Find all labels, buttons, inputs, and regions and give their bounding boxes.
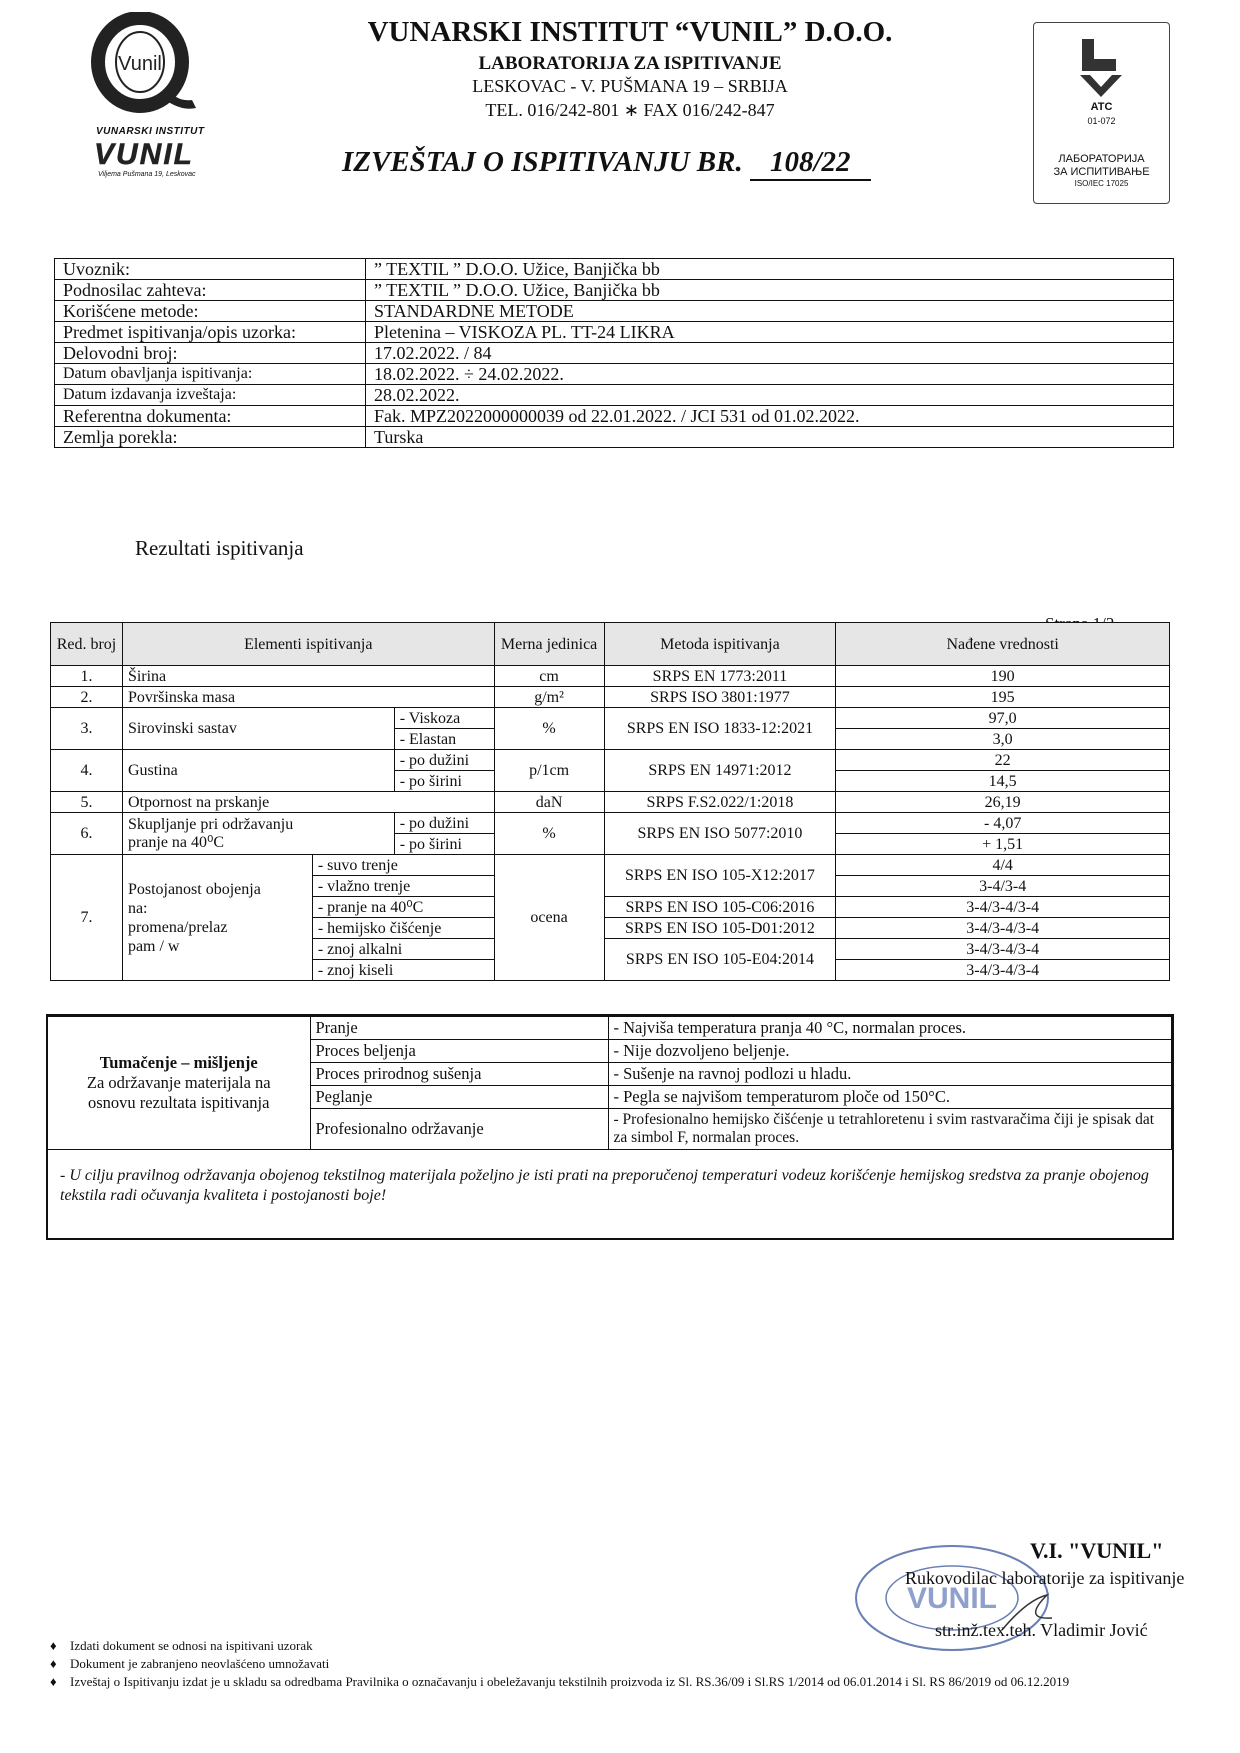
row-method: SRPS EN ISO 105-C06:2016: [604, 897, 836, 918]
info-label: Referentna dokumenta:: [55, 406, 366, 427]
row-element: Otpornost na prskanje: [122, 792, 494, 813]
row-sub: - Elastan: [394, 729, 494, 750]
row-element-line3: promena/prelaz: [127, 918, 228, 936]
row-element-line4: pam / w: [127, 937, 180, 955]
col-no: Red. broj: [51, 623, 123, 666]
row-method: SRPS EN ISO 5077:2010: [604, 813, 836, 855]
interp-value: - Pegla se najvišom temperaturom ploče od 150°C.: [608, 1086, 1172, 1109]
info-row: [55, 280, 1174, 301]
interp-key: Pranje: [310, 1017, 608, 1040]
info-value: ” TEXTIL ” D.O.O. Užice, Banjička bb: [366, 280, 1174, 301]
row-no: 2.: [51, 687, 123, 708]
logo-wordmark: VUNIL: [94, 138, 194, 171]
col-method: Metoda ispitivanja: [604, 623, 836, 666]
row-element-line2: pranje na 40⁰C: [127, 833, 225, 851]
row-value: 190: [836, 666, 1170, 687]
info-label: Predmet ispitivanja/opis uzorka:: [55, 322, 366, 343]
atc-text-line1: ЛАБОРАТОРИЈА: [1058, 153, 1145, 165]
interp-key: Proces prirodnog sušenja: [310, 1063, 608, 1086]
row-method: SRPS EN 1773:2011: [604, 666, 836, 687]
row-value: 195: [836, 687, 1170, 708]
row-unit: %: [494, 708, 604, 750]
info-value: Turska: [366, 427, 1174, 448]
interp-key: Peglanje: [310, 1086, 608, 1109]
row-value: 3-4/3-4: [836, 876, 1170, 897]
col-value: Nađene vrednosti: [836, 623, 1170, 666]
row-value: 3-4/3-4/3-4: [836, 939, 1170, 960]
table-row: [51, 813, 1170, 834]
interpretation-table: [48, 1016, 1172, 1150]
report-title-text: IZVEŠTAJ O ISPITIVANJU BR.: [342, 146, 743, 178]
signature-role: Rukovodilac laboratorije za ispitivanje: [905, 1568, 1185, 1588]
info-label: Datum izdavanja izveštaja:: [55, 385, 366, 406]
row-sub: - suvo trenje: [312, 855, 494, 876]
logo-subtitle: VUNARSKI INSTITUT: [96, 126, 205, 137]
org-phone: TEL. 016/242-801 ∗ FAX 016/242-847: [485, 100, 775, 120]
row-value: 3,0: [836, 729, 1170, 750]
interp-value: - Profesionalno hemijsko čišćenje u tetrahloretenu i svim rastvaračima čiji je spisak dat za simbol F, normalan proces.: [608, 1109, 1172, 1150]
row-value: + 1,51: [836, 834, 1170, 855]
row-element: Sirovinski sastav: [122, 708, 394, 750]
interp-key: Profesionalno održavanje: [310, 1109, 608, 1150]
row-unit: g/m²: [494, 687, 604, 708]
col-element: Elementi ispitivanja: [122, 623, 494, 666]
info-row: [55, 427, 1174, 448]
footer-text: Izveštaj o Ispitivanju izdat je u skladu sa odredbama Pravilnika o označavanju i obeležavanju tekstilnih proizvoda iz Sl. RS.36/09 i Sl.RS 1/2014 od 06.01.2014 i Sl. RS 86/2019 od 06.12.2019: [70, 1674, 1070, 1689]
row-unit: cm: [494, 666, 604, 687]
footer-note: [50, 1674, 1190, 1690]
info-row: [55, 343, 1174, 364]
row-sub: - znoj alkalni: [312, 939, 494, 960]
care-note: - U cilju pravilnog održavanja obojenog tekstilnog materijala poželjno je isti prati na preporučenoj temperaturi vodeuz korišćenje hemijskog sredstva za pranje obojenog tekstila radi očuvanja kvaliteta i postojanosti boje!: [60, 1167, 1149, 1204]
row-element: [122, 855, 312, 981]
row-element-line1: Postojanost obojenja: [127, 880, 261, 898]
row-unit: ocena: [494, 855, 604, 981]
row-unit: p/1cm: [494, 750, 604, 792]
row-sub: - po širini: [394, 834, 494, 855]
results-heading: Rezultati ispitivanja: [135, 536, 304, 560]
info-value: 18.02.2022. ÷ 24.02.2022.: [366, 364, 1174, 385]
row-sub: - po dužini: [394, 750, 494, 771]
interp-value: - Nije dozvoljeno beljenje.: [608, 1040, 1172, 1063]
table-row: [51, 687, 1170, 708]
interpretation-box: [46, 1014, 1174, 1240]
report-title: [342, 146, 871, 181]
row-unit: %: [494, 813, 604, 855]
row-method: SRPS EN 14971:2012: [604, 750, 836, 792]
row-element: Površinska masa: [122, 687, 494, 708]
row-value: 3-4/3-4/3-4: [836, 960, 1170, 981]
row-no: 4.: [51, 750, 123, 792]
bullet-icon: ♦: [50, 1674, 57, 1689]
row-method: SRPS EN ISO 105-X12:2017: [604, 855, 836, 897]
row-no: 3.: [51, 708, 123, 750]
info-row: [55, 385, 1174, 406]
row-sub: - vlažno trenje: [312, 876, 494, 897]
row-no: 1.: [51, 666, 123, 687]
row-no: 7.: [51, 855, 123, 981]
info-row: [55, 301, 1174, 322]
atc-text: [1034, 153, 1169, 179]
footer-note: [50, 1656, 329, 1672]
footer-text: Izdati dokument se odnosi na ispitivani uzorak: [70, 1638, 313, 1653]
org-name: VUNARSKI INSTITUT “VUNIL” D.O.O.: [367, 16, 893, 48]
interp-row: [48, 1017, 1172, 1040]
info-row: [55, 259, 1174, 280]
interp-desc-1: Za održavanje materijala na: [86, 1073, 271, 1092]
row-method: SRPS EN ISO 105-E04:2014: [604, 939, 836, 981]
col-unit: Merna jedinica: [494, 623, 604, 666]
row-no: 5.: [51, 792, 123, 813]
row-value: 97,0: [836, 708, 1170, 729]
row-method: SRPS F.S2.022/1:2018: [604, 792, 836, 813]
row-sub: - pranje na 40⁰C: [312, 897, 494, 918]
row-sub: - Viskoza: [394, 708, 494, 729]
row-sub: - po dužini: [394, 813, 494, 834]
atc-standard: ISO/IEC 17025: [1074, 179, 1129, 188]
vunil-logo-icon: [88, 12, 200, 116]
org-address: LESKOVAC - V. PUŠMANA 19 – SRBIJA: [472, 76, 788, 96]
report-info-table: [54, 258, 1174, 448]
row-sub: - po širini: [394, 771, 494, 792]
interp-title-cell: [48, 1017, 310, 1150]
logo-letters: Vunil: [118, 53, 162, 75]
signature-org: V.I. "VUNIL": [1030, 1538, 1164, 1563]
info-value: 28.02.2022.: [366, 385, 1174, 406]
bullet-icon: ♦: [50, 1656, 57, 1671]
lab-name: LABORATORIJA ZA ISPITIVANJE: [478, 53, 782, 74]
row-element: Širina: [122, 666, 494, 687]
row-value: - 4,07: [836, 813, 1170, 834]
table-row: [51, 750, 1170, 771]
row-unit: daN: [494, 792, 604, 813]
atc-text-line2: ЗА ИСПИТИВАЊЕ: [1053, 166, 1150, 178]
interp-title: Tumačenje – mišljenje: [99, 1053, 258, 1072]
info-value: 17.02.2022. / 84: [366, 343, 1174, 364]
interp-value: - Najviša temperatura pranja 40 °C, normalan proces.: [608, 1017, 1172, 1040]
footer-text: Dokument je zabranjeno neovlašćeno umnožavati: [70, 1656, 330, 1671]
row-value: 22: [836, 750, 1170, 771]
table-row: [51, 708, 1170, 729]
atc-logo-icon: [1076, 37, 1126, 99]
row-value: 4/4: [836, 855, 1170, 876]
atc-code: ATC: [1090, 101, 1113, 113]
info-value: Fak. MPZ2022000000039 od 22.01.2022. / JCI 531 od 01.02.2022.: [366, 406, 1174, 427]
row-method: SRPS EN ISO 105-D01:2012: [604, 918, 836, 939]
results-table: [50, 622, 1170, 981]
table-row: [51, 666, 1170, 687]
info-value: ” TEXTIL ” D.O.O. Užice, Banjička bb: [366, 259, 1174, 280]
table-row: [51, 792, 1170, 813]
interp-desc-2: osnovu rezultata ispitivanja: [88, 1093, 270, 1112]
row-value: 3-4/3-4/3-4: [836, 918, 1170, 939]
atc-number: 01-072: [1087, 116, 1116, 126]
row-sub: - hemijsko čišćenje: [312, 918, 494, 939]
row-method: SRPS ISO 3801:1977: [604, 687, 836, 708]
bullet-icon: ♦: [50, 1638, 57, 1653]
row-element-line1: Skupljanje pri održavanju: [127, 815, 294, 833]
logo-address: Viljema Pušmana 19, Leskovac: [98, 171, 196, 178]
interp-value: - Sušenje na ravnoj podlozi u hladu.: [608, 1063, 1172, 1086]
row-element: Gustina: [122, 750, 394, 792]
info-label: Uvoznik:: [55, 259, 366, 280]
row-value: 26,19: [836, 792, 1170, 813]
info-row: [55, 364, 1174, 385]
row-element: [122, 813, 394, 855]
info-label: Delovodni broj:: [55, 343, 366, 364]
info-value: Pletenina – VISKOZA PL. TT-24 LIKRA: [366, 322, 1174, 343]
report-number: 108/22: [750, 146, 871, 181]
results-header-row: [51, 623, 1170, 666]
table-row: [51, 855, 1170, 876]
info-label: Korišćene metode:: [55, 301, 366, 322]
info-label: Zemlja porekla:: [55, 427, 366, 448]
interp-key: Proces beljenja: [310, 1040, 608, 1063]
info-row: [55, 322, 1174, 343]
row-no: 6.: [51, 813, 123, 855]
signature-name: str.inž.tex.teh. Vladimir Jović: [935, 1620, 1148, 1640]
info-value: STANDARDNE METODE: [366, 301, 1174, 322]
row-element-line2: na:: [127, 899, 148, 917]
info-row: [55, 406, 1174, 427]
stamp-text: VUNIL: [907, 1582, 997, 1615]
row-value: 14,5: [836, 771, 1170, 792]
row-method: SRPS EN ISO 1833-12:2021: [604, 708, 836, 750]
info-label: Podnosilac zahteva:: [55, 280, 366, 301]
accreditation-badge: [1033, 22, 1170, 204]
row-value: 3-4/3-4/3-4: [836, 897, 1170, 918]
row-sub: - znoj kiseli: [312, 960, 494, 981]
info-label: Datum obavljanja ispitivanja:: [55, 364, 366, 385]
footer-note: [50, 1638, 313, 1654]
